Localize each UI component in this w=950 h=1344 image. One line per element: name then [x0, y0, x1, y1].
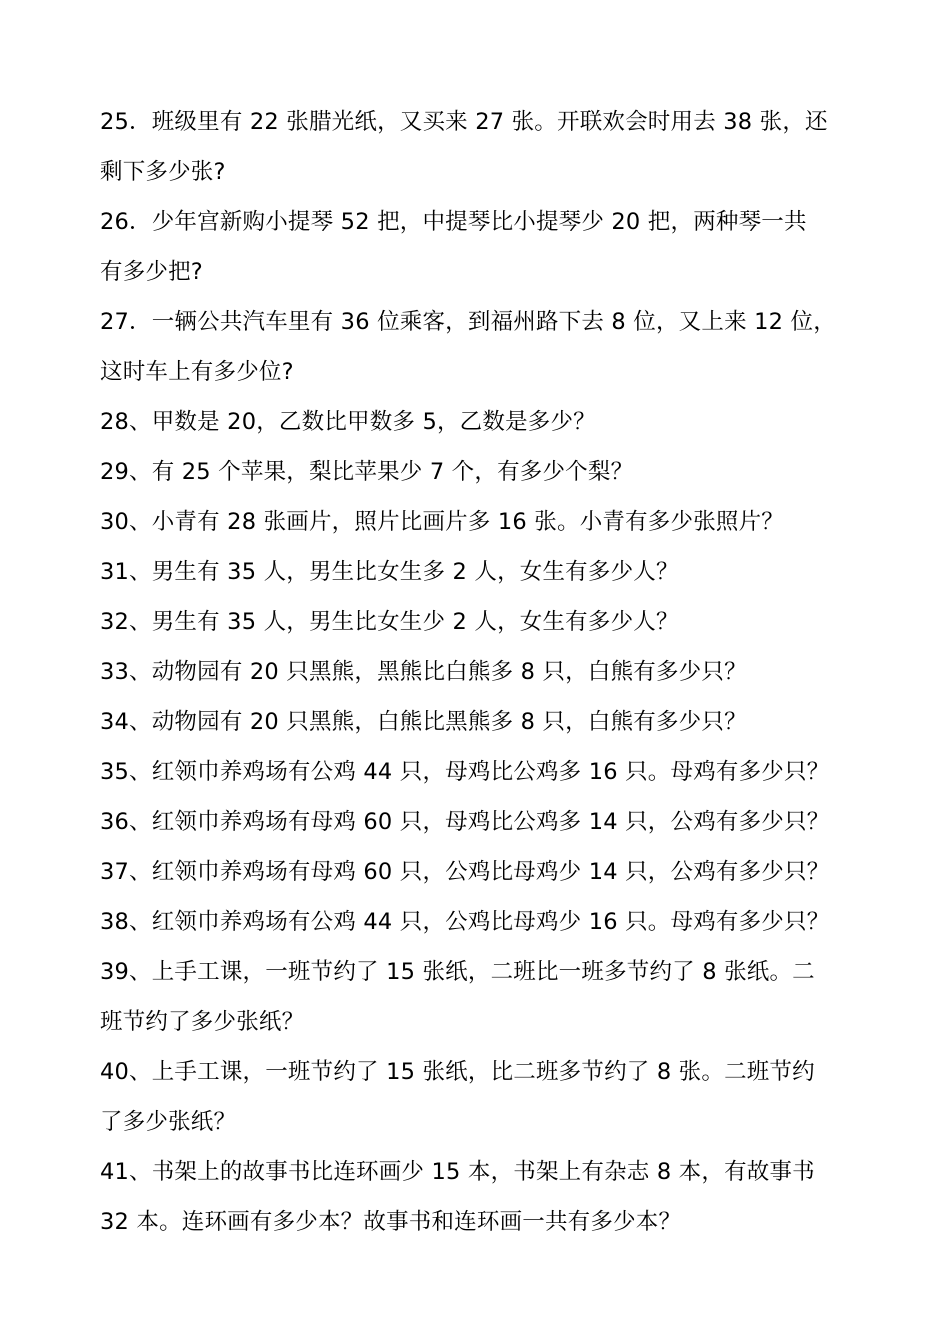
problem-25-line-1: 25．班级里有 22 张腊光纸，又买来 27 张。开联欢会时用去 38 张，还 [100, 109, 828, 135]
problem-list [100, 97, 860, 1247]
problem-39-line-2: 班节约了多少张纸？ [100, 1009, 305, 1035]
problem-41-line-1: 41、书架上的故事书比连环画少 15 本，书架上有杂志 8 本，有故事书 [100, 1159, 815, 1185]
problem-28: 28、甲数是 20，乙数比甲数多 5，乙数是多少？ [100, 409, 596, 435]
problem-30: 30、小青有 28 张画片，照片比画片多 16 张。小青有多少张照片？ [100, 509, 785, 535]
problem-27-line-2: 这时车上有多少位? [100, 359, 294, 385]
problem-39-line-1: 39、上手工课，一班节约了 15 张纸，二班比一班多节约了 8 张纸。二 [100, 959, 815, 985]
problem-40-line-1: 40、上手工课，一班节约了 15 张纸，比二班多节约了 8 张。二班节约 [100, 1059, 815, 1085]
problem-31: 31、男生有 35 人，男生比女生多 2 人，女生有多少人？ [100, 559, 679, 585]
problem-32: 32、男生有 35 人，男生比女生少 2 人，女生有多少人？ [100, 609, 679, 635]
problem-27-line-1: 27．一辆公共汽车里有 36 位乘客，到福州路下去 8 位，又上来 12 位， [100, 309, 836, 335]
problem-37: 37、红领巾养鸡场有母鸡 60 只，公鸡比母鸡少 14 只，公鸡有多少只？ [100, 859, 830, 885]
problem-34: 34、动物园有 20 只黑熊，白熊比黑熊多 8 只，白熊有多少只？ [100, 709, 747, 735]
problem-40-line-2: 了多少张纸？ [100, 1109, 237, 1135]
problem-36: 36、红领巾养鸡场有母鸡 60 只，母鸡比公鸡多 14 只，公鸡有多少只？ [100, 809, 830, 835]
problem-38: 38、红领巾养鸡场有公鸡 44 只，公鸡比母鸡少 16 只。母鸡有多少只？ [100, 909, 830, 935]
problem-41-line-2: 32 本。连环画有多少本？故事书和连环画一共有多少本？ [100, 1209, 682, 1235]
problem-26-line-1: 26．少年宫新购小提琴 52 把，中提琴比小提琴少 20 把，两种琴一共 [100, 209, 807, 235]
problem-29: 29、有 25 个苹果，梨比苹果少 7 个，有多少个梨？ [100, 459, 634, 485]
problem-35: 35、红领巾养鸡场有公鸡 44 只，母鸡比公鸡多 16 只。母鸡有多少只？ [100, 759, 830, 785]
problem-33: 33、动物园有 20 只黑熊，黑熊比白熊多 8 只，白熊有多少只？ [100, 659, 747, 685]
problem-25-line-2: 剩下多少张? [100, 159, 226, 185]
problem-26-line-2: 有多少把? [100, 259, 203, 285]
